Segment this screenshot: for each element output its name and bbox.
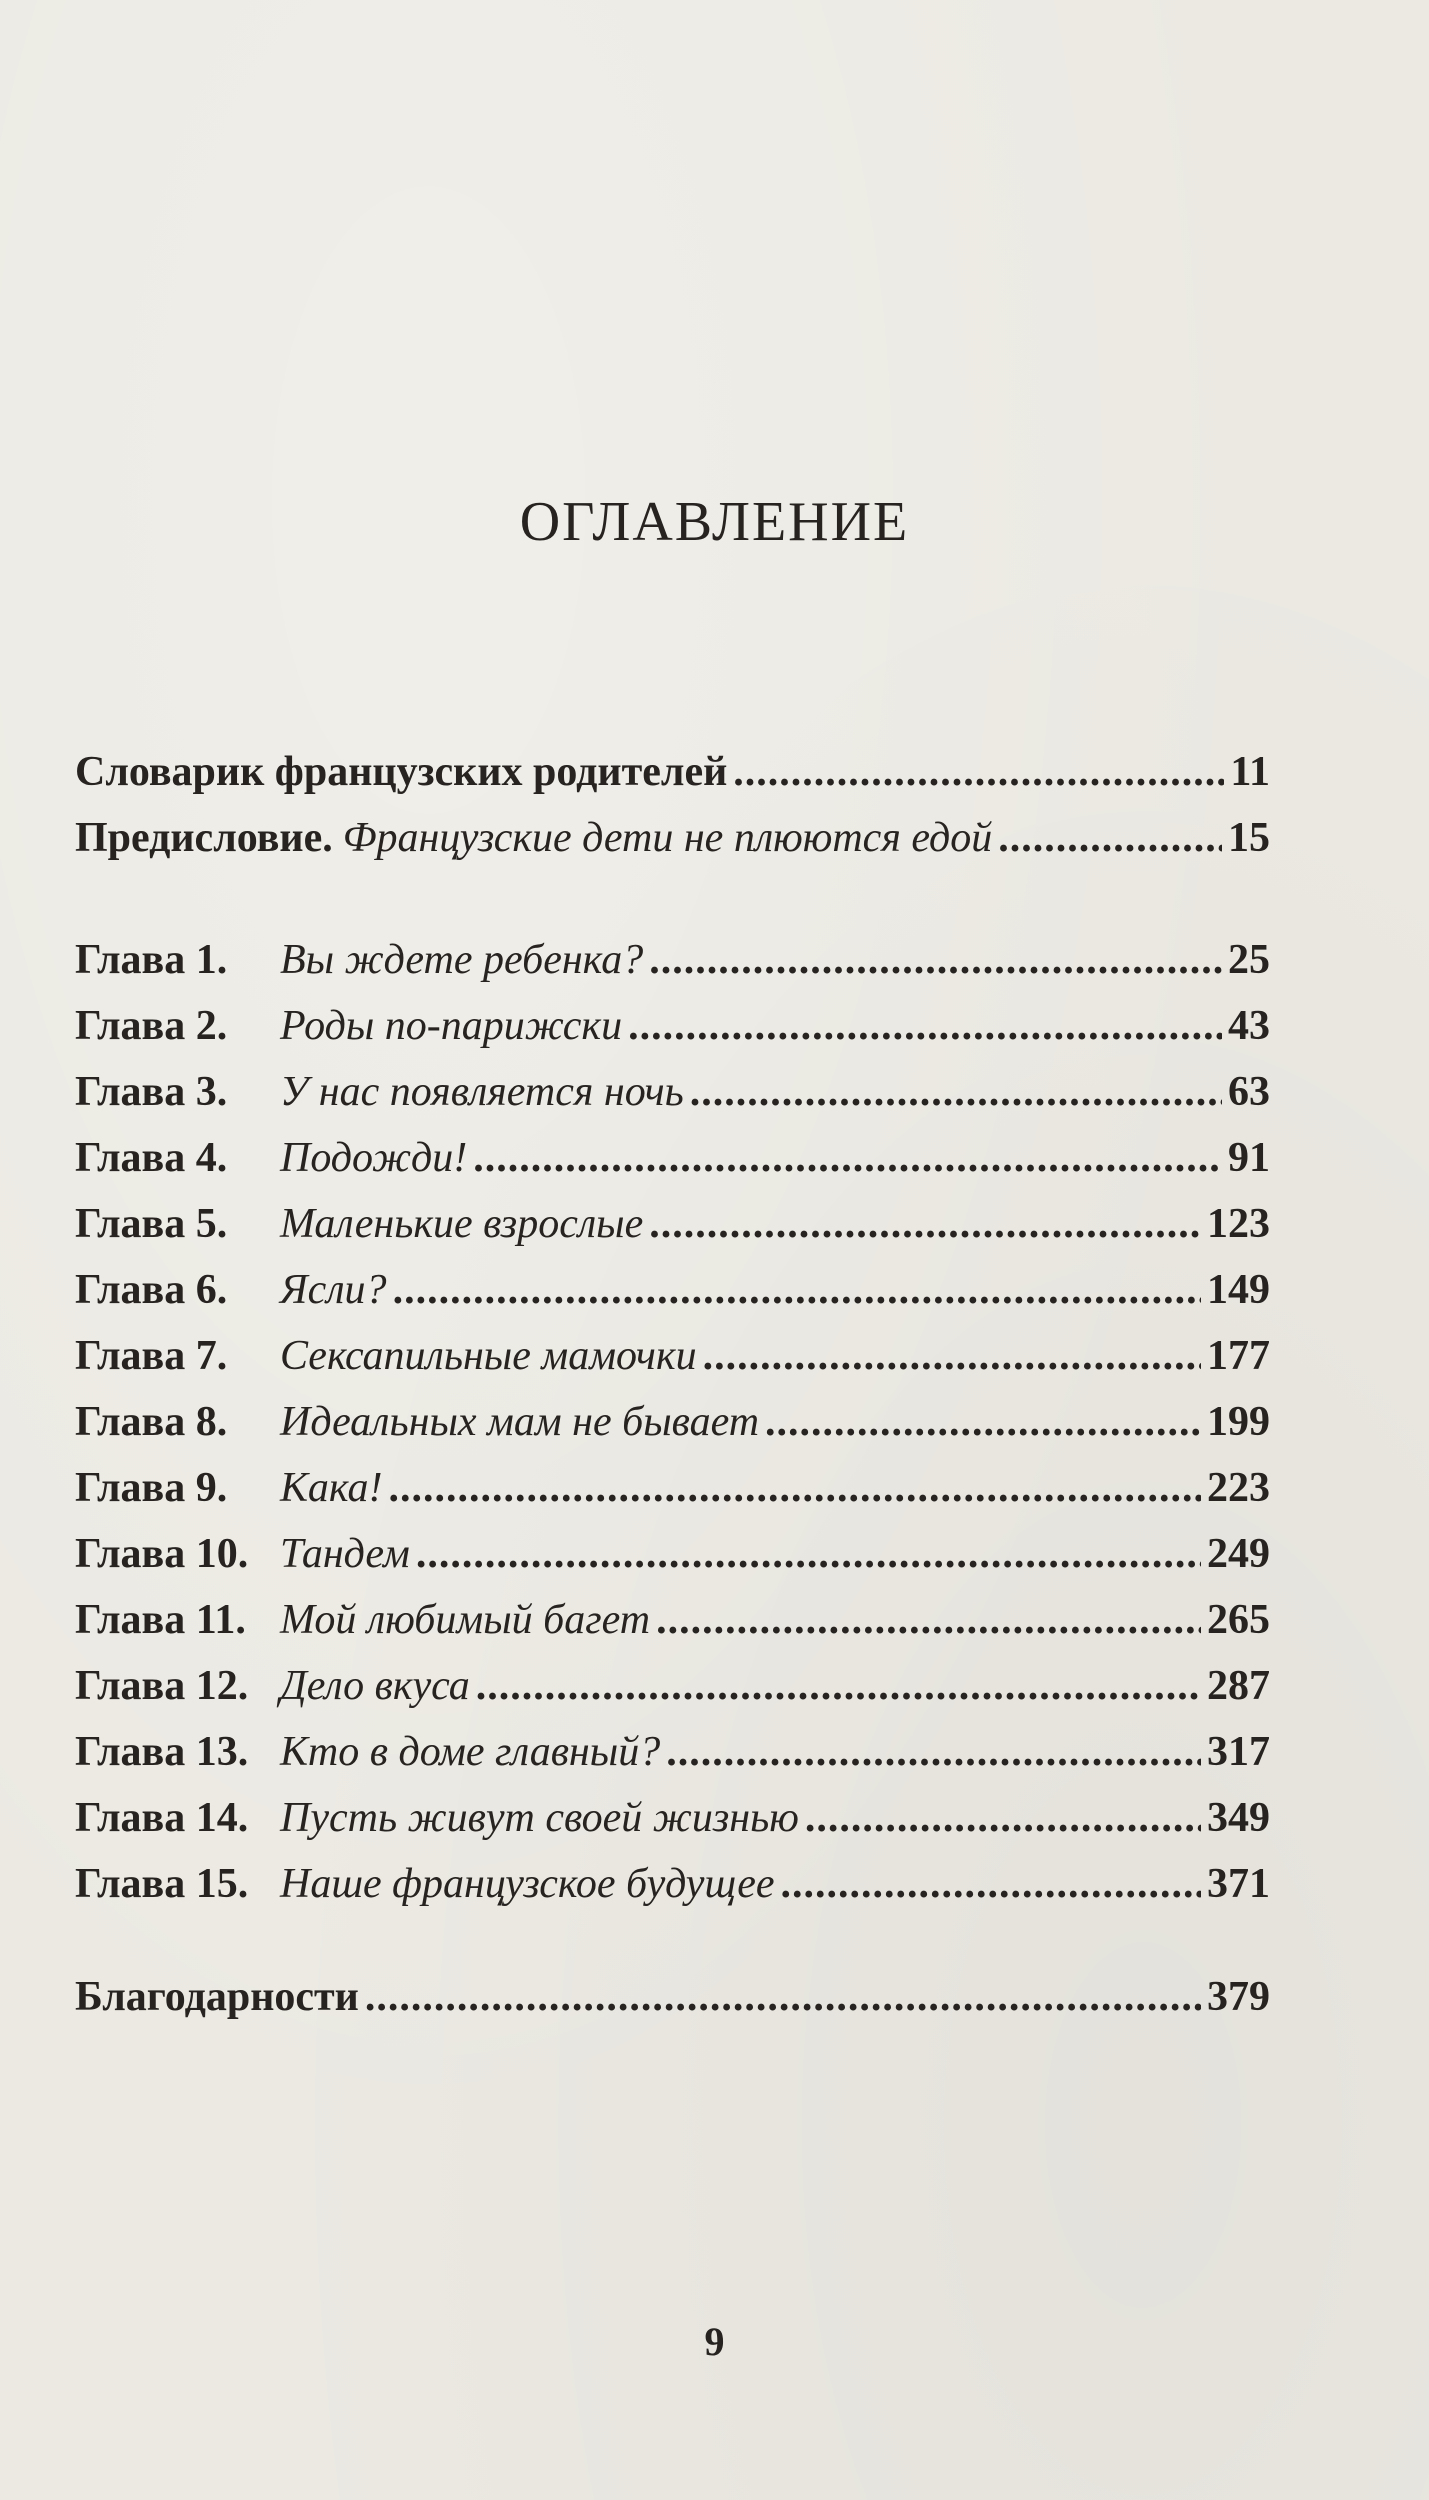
toc-leader	[393, 1260, 1201, 1320]
toc-page-number: 11	[1230, 749, 1270, 795]
toc-entry-chapter-3	[75, 1062, 1270, 1122]
toc-page-number: 123	[1207, 1201, 1270, 1247]
toc-entry-chapter-14	[75, 1788, 1270, 1848]
toc-leader	[656, 1590, 1201, 1650]
toc-entry-chapter-11	[75, 1590, 1270, 1650]
toc-entry-chapter-2	[75, 996, 1270, 1056]
toc-leader	[388, 1458, 1201, 1518]
toc-leader	[476, 1656, 1201, 1716]
toc-leader	[998, 808, 1222, 868]
toc-leader	[805, 1788, 1201, 1848]
chapter-title: Сексапильные мамочки	[280, 1333, 697, 1379]
toc-page-number: 317	[1207, 1729, 1270, 1775]
toc-entry-preface	[75, 808, 1270, 868]
toc-entry-chapter-9	[75, 1458, 1270, 1518]
toc-leader	[365, 1967, 1201, 2027]
chapter-label: Глава 6.	[75, 1267, 228, 1313]
toc-leader	[690, 1062, 1222, 1122]
toc-page-number: 249	[1207, 1531, 1270, 1577]
toc-leader	[780, 1854, 1201, 1914]
toc-page-number: 25	[1228, 937, 1270, 983]
toc-page-number: 371	[1207, 1861, 1270, 1907]
toc-entry-chapter-13	[75, 1722, 1270, 1782]
chapter-title: Идеальных мам не бывает	[280, 1399, 760, 1445]
toc-page-number: 223	[1207, 1465, 1270, 1511]
toc-page-number: 149	[1207, 1267, 1270, 1313]
chapter-title: Дело вкуса	[280, 1663, 470, 1709]
toc-entry-chapter-4	[75, 1128, 1270, 1188]
toc-entry-chapter-15	[75, 1854, 1270, 1914]
toc-entry-chapter-6	[75, 1260, 1270, 1320]
chapter-label: Глава 5.	[75, 1201, 228, 1247]
toc-leader	[416, 1524, 1201, 1584]
page-title: ОГЛАВЛЕНИЕ	[519, 491, 910, 553]
chapter-title: Маленькие взрослые	[280, 1201, 644, 1247]
page-number-footer: 9	[704, 2319, 725, 2364]
toc-leader	[765, 1392, 1201, 1452]
chapter-title: Кто в доме главный?	[280, 1729, 661, 1775]
toc-page-number: 199	[1207, 1399, 1270, 1445]
toc-leader	[649, 1194, 1201, 1254]
toc-page-number: 177	[1207, 1333, 1270, 1379]
toc-page-number: 15	[1228, 815, 1270, 861]
chapter-title: У нас появляется ночь	[280, 1069, 684, 1115]
toc-leader	[473, 1128, 1222, 1188]
chapter-label: Глава 7.	[75, 1333, 228, 1379]
chapter-label: Глава 4.	[75, 1135, 228, 1181]
chapter-label: Глава 11.	[75, 1597, 246, 1643]
toc-page-number: 379	[1207, 1974, 1270, 2020]
toc-entry-chapter-5	[75, 1194, 1270, 1254]
chapter-label: Глава 13.	[75, 1729, 249, 1775]
toc-entry-chapter-7	[75, 1326, 1270, 1386]
toc-entry-dictionary	[75, 742, 1270, 802]
chapter-title: Пусть живут своей жизнью	[280, 1795, 799, 1841]
toc-entry-acknowledgements	[75, 1967, 1270, 2027]
chapter-title: Ясли?	[280, 1267, 387, 1313]
toc-leader	[649, 930, 1222, 990]
chapter-title: Мой любимый багет	[280, 1597, 651, 1643]
chapter-title: Подожди!	[280, 1135, 468, 1181]
chapter-title: Вы ждете ребенка?	[280, 937, 644, 983]
toc-entry-label: Предисловие.	[75, 815, 333, 861]
toc-entry-chapter-8	[75, 1392, 1270, 1452]
toc-entry-chapter-1	[75, 930, 1270, 990]
chapter-label: Глава 10.	[75, 1531, 249, 1577]
toc-leader	[703, 1326, 1201, 1386]
toc-page-number: 63	[1228, 1069, 1270, 1115]
toc-leader	[733, 742, 1224, 802]
toc-page-number: 91	[1228, 1135, 1270, 1181]
chapter-title: Тандем	[280, 1531, 410, 1577]
chapter-label: Глава 15.	[75, 1861, 249, 1907]
chapter-label: Глава 2.	[75, 1003, 228, 1049]
toc-entry-chapter-12	[75, 1656, 1270, 1716]
toc-leader	[666, 1722, 1201, 1782]
toc-page-number: 265	[1207, 1597, 1270, 1643]
chapter-label: Глава 12.	[75, 1663, 249, 1709]
toc-entry-label: Благодарности	[75, 1974, 359, 2020]
toc-entry-chapter-10	[75, 1524, 1270, 1584]
chapter-label: Глава 8.	[75, 1399, 228, 1445]
toc-page-number: 349	[1207, 1795, 1270, 1841]
chapter-label: Глава 3.	[75, 1069, 228, 1115]
chapter-label: Глава 9.	[75, 1465, 228, 1511]
toc-page-number: 287	[1207, 1663, 1270, 1709]
toc-leader	[628, 996, 1222, 1056]
chapter-title: Кака!	[280, 1465, 383, 1511]
chapter-title: Роды по-парижски	[280, 1003, 623, 1049]
toc-entry-subtitle: Французские дети не плюются едой	[342, 815, 993, 861]
toc-page-number: 43	[1228, 1003, 1270, 1049]
chapter-label: Глава 1.	[75, 937, 228, 983]
chapter-label: Глава 14.	[75, 1795, 249, 1841]
toc-entry-label: Словарик французских родителей	[75, 749, 728, 795]
chapter-title: Наше французское будущее	[280, 1861, 775, 1907]
